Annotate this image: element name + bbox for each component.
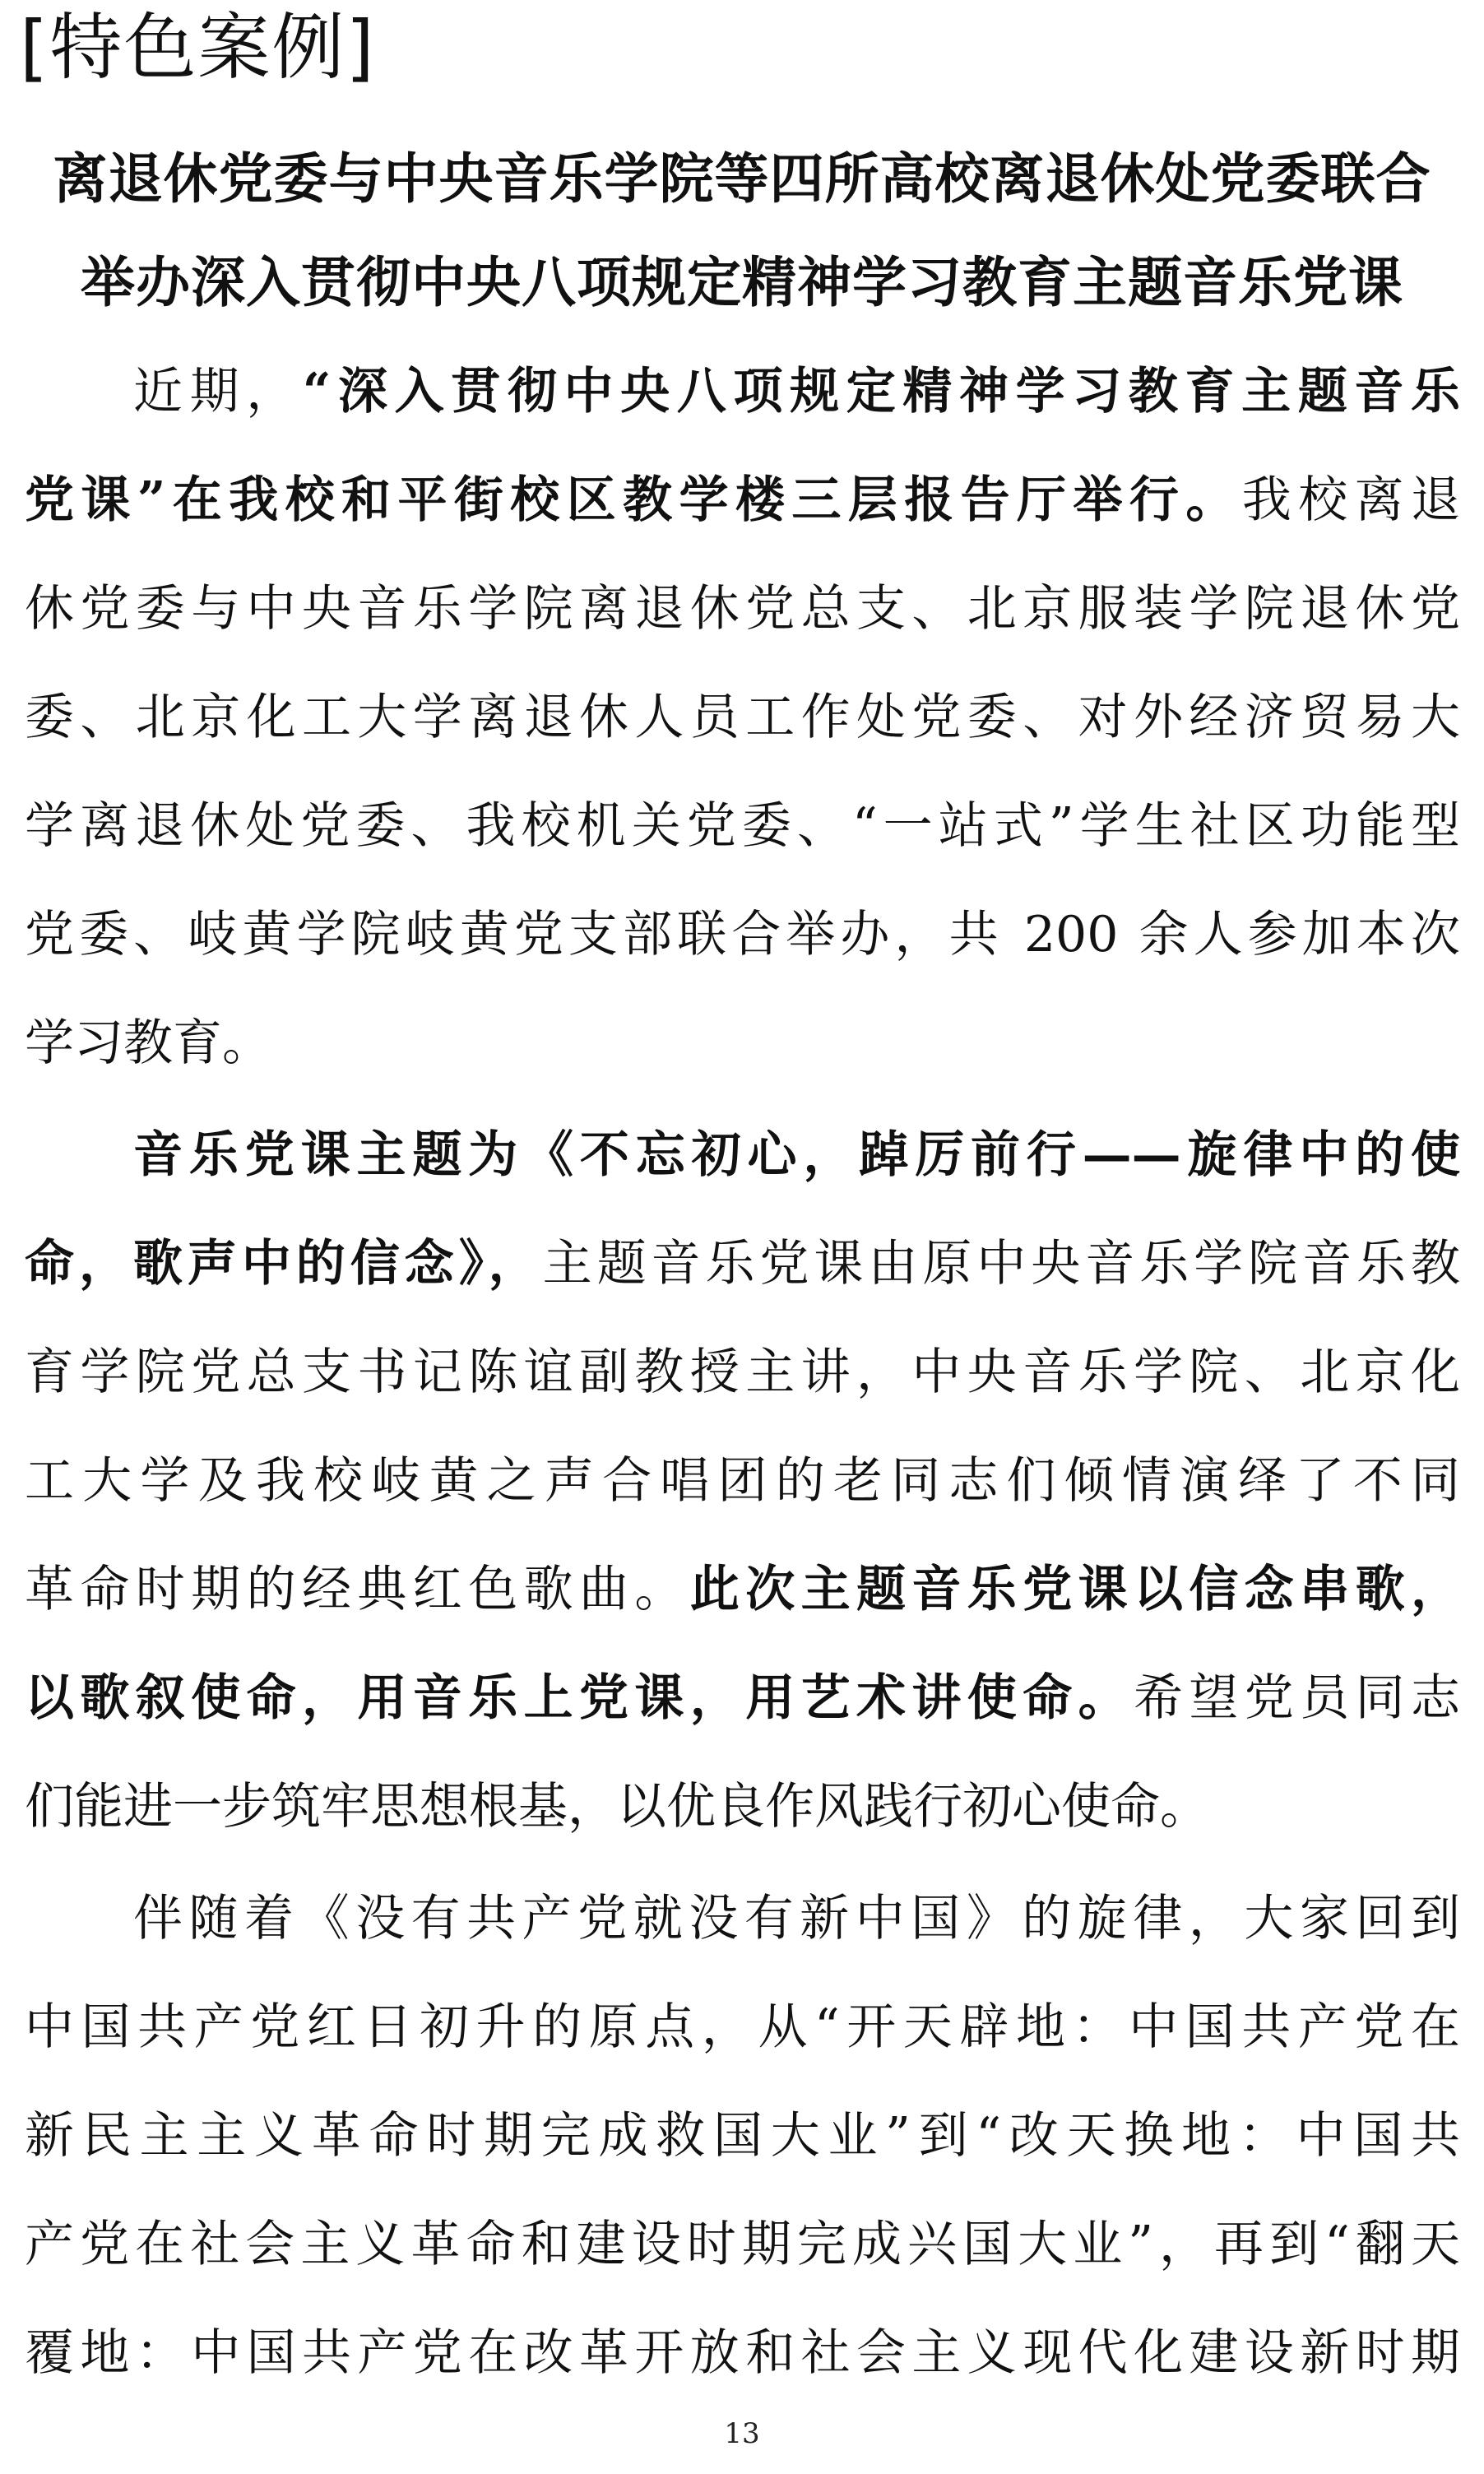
paragraph-line: 伴随着《没有共产党就没有新中国》的旋律，大家回到 xyxy=(133,1890,1460,1947)
paragraph-line: 音乐党课主题为《不忘初心，踔厉前行——旋律中的使 xyxy=(133,1126,1460,1184)
text-run: 我校离退 xyxy=(1241,471,1461,529)
paragraph-line: 学习教育。 xyxy=(25,1014,271,1072)
paragraph-line: 新民主主义革命时期完成救国大业”到“改天换地：中国共 xyxy=(25,2107,1460,2165)
paragraph-line: 党委、岐黄学院岐黄党支部联合举办，共 200 余人参加本次 xyxy=(25,906,1460,963)
paragraph-line: 们能进一步筑牢思想根基，以优良作风践行初心使命。 xyxy=(25,1778,1209,1836)
paragraph-line: 产党在社会主义革命和建设时期完成兴国大业”，再到“翻天 xyxy=(25,2216,1460,2273)
bold-text-run: 命，歌声中的信念》， xyxy=(25,1235,543,1293)
bold-text-run: 党课”在我校和平街校区教学楼三层报告厅举行。 xyxy=(25,471,1242,529)
article-title-line-2: 举办深入贯彻中央八项规定精神学习教育主题音乐党课 xyxy=(81,251,1403,314)
page-number: 13 xyxy=(724,2417,760,2450)
paragraph-line: 委、北京化工大学离退休人员工作处党委、对外经济贸易大 xyxy=(25,689,1460,746)
bold-text-run: 此次主题音乐党课以信念串歌， xyxy=(689,1561,1461,1618)
paragraph-line xyxy=(25,359,1460,425)
paragraph-line xyxy=(25,467,1460,533)
paragraph-line: 育学院党总支书记陈谊副教授主讲，中央音乐学院、北京化 xyxy=(25,1344,1460,1401)
paragraph-line: 中国共产党红日初升的原点，从“开天辟地：中国共产党在 xyxy=(25,1998,1460,2056)
text-run: 近期， xyxy=(133,363,303,420)
text-run: 希望党员同志 xyxy=(1134,1669,1460,1727)
article-title-line-1: 离退休党委与中央音乐学院等四所高校离退休处党委联合 xyxy=(53,147,1431,211)
paragraph-line xyxy=(25,1665,1460,1731)
bold-text-run: “深入贯彻中央八项规定精神学习教育主题音乐 xyxy=(302,363,1460,420)
paragraph-line: 工大学及我校岐黄之声合唱团的老同志们倾情演绎了不同 xyxy=(25,1452,1460,1510)
paragraph-line xyxy=(25,1557,1460,1622)
text-run: 主题音乐党课由原中央音乐学院音乐教 xyxy=(542,1235,1461,1293)
paragraph-line: 学离退休处党委、我校机关党委、“一站式”学生社区功能型 xyxy=(25,797,1460,855)
section-tag: [特色案例] xyxy=(20,5,376,90)
paragraph-line: 覆地：中国共产党在改革开放和社会主义现代化建设新时期 xyxy=(25,2324,1460,2382)
bold-text-run: 以歌叙使命，用音乐上党课，用艺术讲使命。 xyxy=(25,1669,1134,1727)
paragraph-line xyxy=(25,1231,1460,1297)
text-run: 革命时期的经典红色歌曲。 xyxy=(25,1561,690,1618)
paragraph-line: 休党委与中央音乐学院离退休党总支、北京服装学院退休党 xyxy=(25,580,1460,638)
